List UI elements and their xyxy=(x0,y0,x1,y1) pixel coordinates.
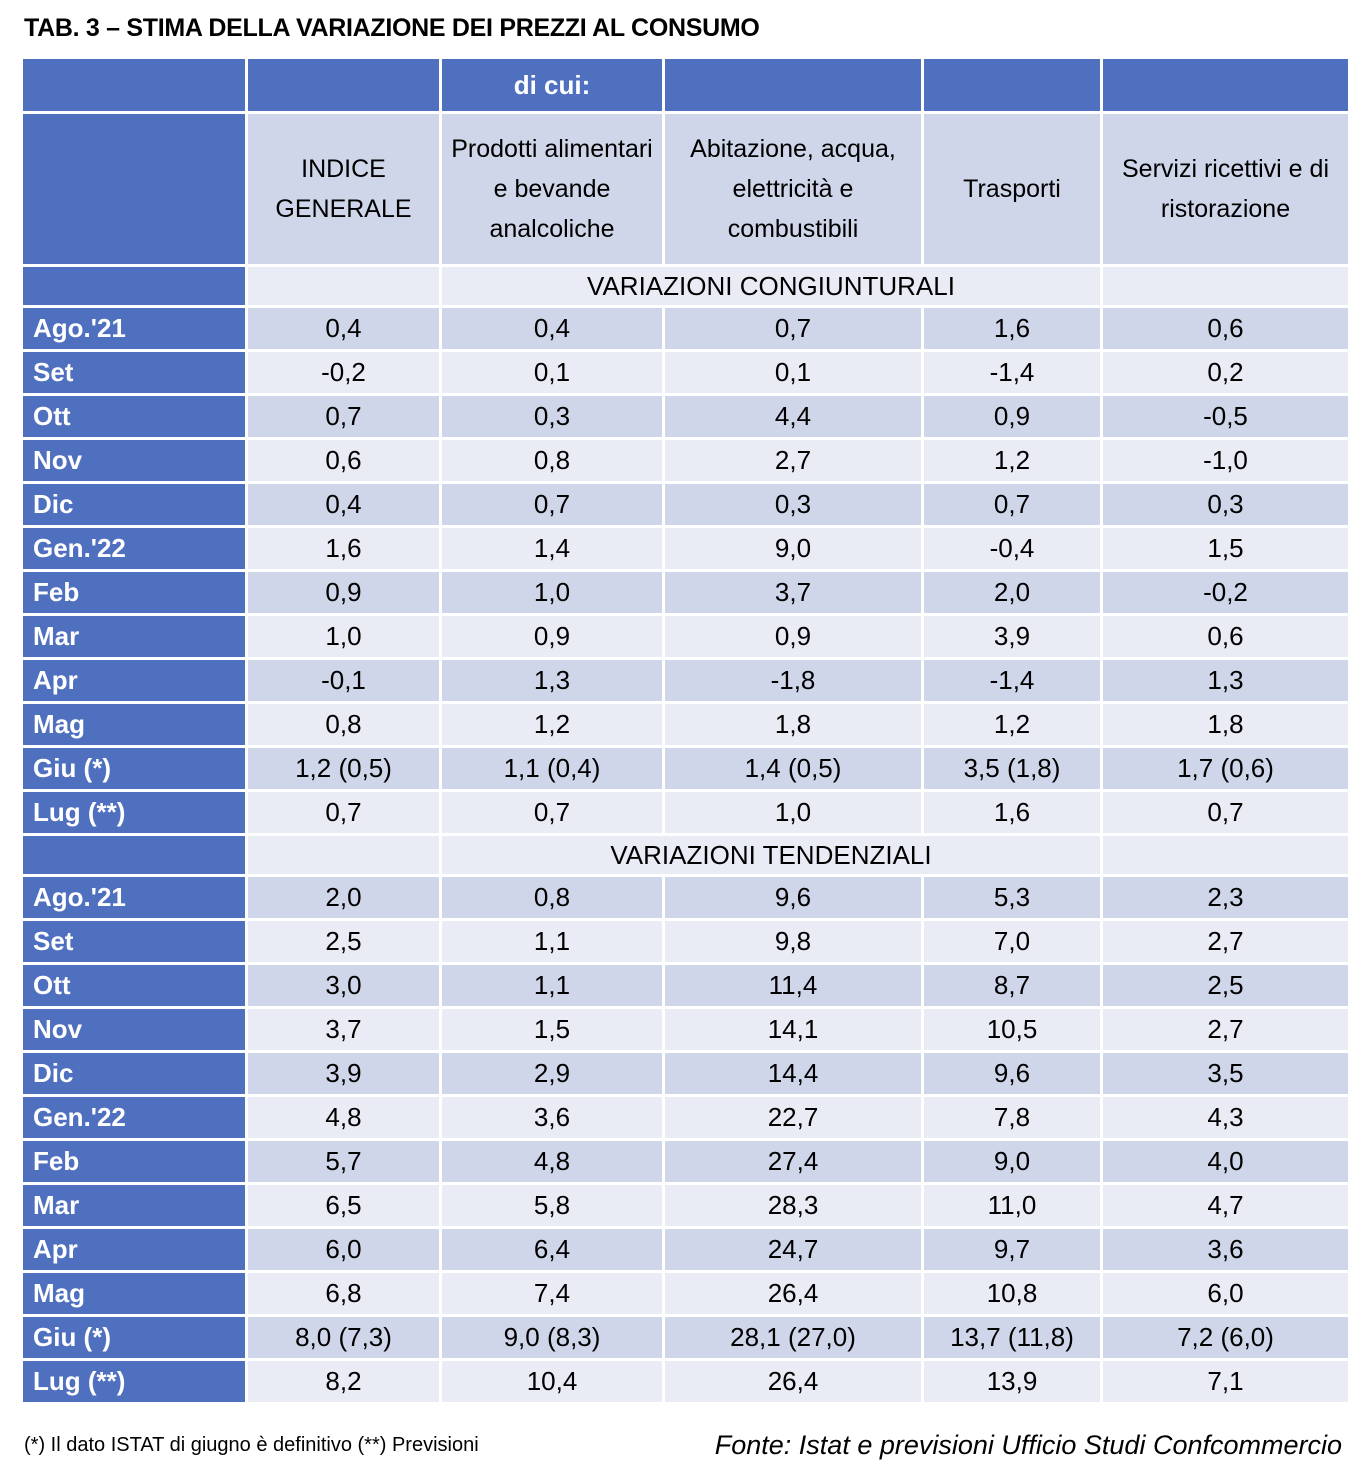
table-cell: 27,4 xyxy=(665,1141,921,1182)
section-blank-cell xyxy=(1103,836,1348,874)
table-cell: 3,6 xyxy=(442,1097,662,1138)
table-cell: 1,3 xyxy=(442,660,662,701)
table-cell: 4,7 xyxy=(1103,1185,1348,1226)
section-header-row xyxy=(23,267,1348,305)
table-cell: 7,0 xyxy=(924,921,1100,962)
table-cell: -1,4 xyxy=(924,660,1100,701)
table-cell: 1,6 xyxy=(924,308,1100,349)
table-cell: 3,5 xyxy=(1103,1053,1348,1094)
table-cell: 2,0 xyxy=(248,877,439,918)
table-cell: 14,1 xyxy=(665,1009,921,1050)
table-cell: 9,8 xyxy=(665,921,921,962)
table-cell: 1,8 xyxy=(1103,704,1348,745)
table-cell: 10,5 xyxy=(924,1009,1100,1050)
table-cell: 13,9 xyxy=(924,1361,1100,1402)
table-row xyxy=(23,748,1348,789)
row-label: Dic xyxy=(23,1053,245,1094)
table-cell: -1,4 xyxy=(924,352,1100,393)
table-cell: 8,0 (7,3) xyxy=(248,1317,439,1358)
table-row xyxy=(23,396,1348,437)
table-cell: 5,8 xyxy=(442,1185,662,1226)
table-cell: 0,9 xyxy=(442,616,662,657)
table-cell: 2,0 xyxy=(924,572,1100,613)
corner-cell xyxy=(23,59,245,111)
table-cell: 0,9 xyxy=(248,572,439,613)
table-cell: 1,5 xyxy=(1103,528,1348,569)
row-label: Ott xyxy=(23,396,245,437)
corner-cell xyxy=(23,114,245,264)
table-cell: -0,2 xyxy=(248,352,439,393)
table-cell: 6,5 xyxy=(248,1185,439,1226)
table-cell: 0,7 xyxy=(442,792,662,833)
table-cell: 4,4 xyxy=(665,396,921,437)
table-cell: 11,4 xyxy=(665,965,921,1006)
table-row xyxy=(23,1361,1348,1402)
column-header: Prodotti alimentari e bevande analcoliche xyxy=(442,114,662,264)
table-cell: 3,5 (1,8) xyxy=(924,748,1100,789)
table-cell: 4,8 xyxy=(248,1097,439,1138)
subheader-cell xyxy=(248,59,439,111)
table-cell: 0,4 xyxy=(248,308,439,349)
table-cell: 0,1 xyxy=(665,352,921,393)
table-row xyxy=(23,1229,1348,1270)
table-row xyxy=(23,1141,1348,1182)
table-row xyxy=(23,921,1348,962)
table-cell: 11,0 xyxy=(924,1185,1100,1226)
section-blank-cell xyxy=(1103,267,1348,305)
table-cell: 0,4 xyxy=(248,484,439,525)
table-cell: 7,4 xyxy=(442,1273,662,1314)
table-cell: 1,8 xyxy=(665,704,921,745)
source-note: Fonte: Istat e previsioni Ufficio Studi Confcommercio xyxy=(714,1430,1342,1460)
table-cell: 0,6 xyxy=(248,440,439,481)
table-row xyxy=(23,877,1348,918)
di-cui-label: di cui: xyxy=(442,59,662,111)
row-label: Lug (**) xyxy=(23,1361,245,1402)
table-cell: -0,5 xyxy=(1103,396,1348,437)
table-row xyxy=(23,440,1348,481)
table-cell: 2,5 xyxy=(1103,965,1348,1006)
table-cell: 10,4 xyxy=(442,1361,662,1402)
row-label: Ago.'21 xyxy=(23,308,245,349)
table-cell: -1,8 xyxy=(665,660,921,701)
table-cell: -0,1 xyxy=(248,660,439,701)
table-cell: 5,3 xyxy=(924,877,1100,918)
table-cell: 0,7 xyxy=(442,484,662,525)
table-cell: 5,7 xyxy=(248,1141,439,1182)
table-row xyxy=(23,792,1348,833)
section-label-cell xyxy=(23,836,245,874)
table-cell: -1,0 xyxy=(1103,440,1348,481)
table-cell: 0,2 xyxy=(1103,352,1348,393)
table-cell: 9,0 xyxy=(665,528,921,569)
table-cell: 6,0 xyxy=(248,1229,439,1270)
table-cell: 2,7 xyxy=(1103,921,1348,962)
table-cell: 2,7 xyxy=(665,440,921,481)
table-cell: 9,6 xyxy=(665,877,921,918)
column-header-row xyxy=(23,114,1348,264)
table-cell: 3,9 xyxy=(924,616,1100,657)
table-cell: 1,2 xyxy=(924,704,1100,745)
table-cell: 1,1 xyxy=(442,921,662,962)
row-label: Feb xyxy=(23,572,245,613)
table-cell: 10,8 xyxy=(924,1273,1100,1314)
row-label: Nov xyxy=(23,1009,245,1050)
table-cell: 8,2 xyxy=(248,1361,439,1402)
table-cell: 0,7 xyxy=(665,308,921,349)
table-cell: 22,7 xyxy=(665,1097,921,1138)
table-cell: 0,4 xyxy=(442,308,662,349)
table-cell: 2,3 xyxy=(1103,877,1348,918)
table-cell: 1,1 (0,4) xyxy=(442,748,662,789)
table-row xyxy=(23,1097,1348,1138)
table-row xyxy=(23,1273,1348,1314)
column-header: Abitazione, acqua, elettricità e combustibili xyxy=(665,114,921,264)
table-cell: 1,2 (0,5) xyxy=(248,748,439,789)
table-title: TAB. 3 – STIMA DELLA VARIAZIONE DEI PREZZI AL CONSUMO xyxy=(24,14,760,42)
row-label: Ott xyxy=(23,965,245,1006)
subheader-cell xyxy=(1103,59,1348,111)
table-cell: 2,5 xyxy=(248,921,439,962)
table-cell: 2,7 xyxy=(1103,1009,1348,1050)
table-cell: 1,0 xyxy=(248,616,439,657)
price-variation-table xyxy=(20,56,1351,1405)
table-cell: 3,7 xyxy=(665,572,921,613)
row-label: Mag xyxy=(23,704,245,745)
row-label: Gen.'22 xyxy=(23,1097,245,1138)
table-cell: 0,1 xyxy=(442,352,662,393)
section-header-row xyxy=(23,836,1348,874)
table-cell: 26,4 xyxy=(665,1361,921,1402)
table-row xyxy=(23,660,1348,701)
table-cell: 4,3 xyxy=(1103,1097,1348,1138)
table-cell: 8,7 xyxy=(924,965,1100,1006)
row-label: Giu (*) xyxy=(23,1317,245,1358)
table-row xyxy=(23,528,1348,569)
table-cell: 1,6 xyxy=(248,528,439,569)
row-label: Set xyxy=(23,352,245,393)
table-cell: 13,7 (11,8) xyxy=(924,1317,1100,1358)
table-row xyxy=(23,1185,1348,1226)
column-header: Trasporti xyxy=(924,114,1100,264)
table-cell: 7,8 xyxy=(924,1097,1100,1138)
column-header: Servizi ricettivi e di ristorazione xyxy=(1103,114,1348,264)
table-cell: 0,8 xyxy=(248,704,439,745)
section-title: VARIAZIONI TENDENZIALI xyxy=(442,836,1100,874)
table-cell: 0,9 xyxy=(924,396,1100,437)
table-cell: 3,7 xyxy=(248,1009,439,1050)
table-row xyxy=(23,704,1348,745)
table-cell: 1,2 xyxy=(924,440,1100,481)
table-cell: 9,7 xyxy=(924,1229,1100,1270)
table-cell: 0,7 xyxy=(248,792,439,833)
row-label: Lug (**) xyxy=(23,792,245,833)
table-cell: 1,3 xyxy=(1103,660,1348,701)
table-cell: 0,7 xyxy=(248,396,439,437)
table-row xyxy=(23,965,1348,1006)
table-row xyxy=(23,1009,1348,1050)
footnote: (*) Il dato ISTAT di giugno è definitivo (**) Previsioni xyxy=(24,1434,479,1456)
row-label: Feb xyxy=(23,1141,245,1182)
row-label: Set xyxy=(23,921,245,962)
table-cell: 1,5 xyxy=(442,1009,662,1050)
table-cell: 0,3 xyxy=(442,396,662,437)
subheader-cell xyxy=(665,59,921,111)
table-cell: 1,1 xyxy=(442,965,662,1006)
table-cell: 9,6 xyxy=(924,1053,1100,1094)
table-cell: 1,2 xyxy=(442,704,662,745)
row-label: Mar xyxy=(23,1185,245,1226)
table-cell: 0,8 xyxy=(442,877,662,918)
row-label: Gen.'22 xyxy=(23,528,245,569)
subheader-cell xyxy=(924,59,1100,111)
row-label: Apr xyxy=(23,1229,245,1270)
table-cell: 7,2 (6,0) xyxy=(1103,1317,1348,1358)
table-row xyxy=(23,1317,1348,1358)
table-cell: 9,0 xyxy=(924,1141,1100,1182)
row-label: Ago.'21 xyxy=(23,877,245,918)
table-cell: 1,4 (0,5) xyxy=(665,748,921,789)
row-label: Nov xyxy=(23,440,245,481)
table-cell: 1,6 xyxy=(924,792,1100,833)
row-label: Mar xyxy=(23,616,245,657)
table-cell: 7,1 xyxy=(1103,1361,1348,1402)
table-cell: 28,3 xyxy=(665,1185,921,1226)
row-label: Giu (*) xyxy=(23,748,245,789)
section-blank-cell xyxy=(248,267,439,305)
table-cell: 26,4 xyxy=(665,1273,921,1314)
table-row xyxy=(23,572,1348,613)
row-label: Apr xyxy=(23,660,245,701)
column-header: INDICE GENERALE xyxy=(248,114,439,264)
table-cell: 3,0 xyxy=(248,965,439,1006)
table-cell: 0,7 xyxy=(924,484,1100,525)
table-cell: 0,8 xyxy=(442,440,662,481)
section-blank-cell xyxy=(248,836,439,874)
subheader-row xyxy=(23,59,1348,111)
table-cell: 0,6 xyxy=(1103,616,1348,657)
table-cell: 0,7 xyxy=(1103,792,1348,833)
table-cell: 2,9 xyxy=(442,1053,662,1094)
table-cell: 1,0 xyxy=(665,792,921,833)
table-cell: 0,9 xyxy=(665,616,921,657)
table-row xyxy=(23,616,1348,657)
table-cell: 6,8 xyxy=(248,1273,439,1314)
table-cell: 9,0 (8,3) xyxy=(442,1317,662,1358)
table-cell: 3,9 xyxy=(248,1053,439,1094)
table-cell: 14,4 xyxy=(665,1053,921,1094)
table-row xyxy=(23,1053,1348,1094)
table-cell: 6,4 xyxy=(442,1229,662,1270)
table-cell: 1,0 xyxy=(442,572,662,613)
table-cell: 4,0 xyxy=(1103,1141,1348,1182)
row-label: Mag xyxy=(23,1273,245,1314)
table-cell: 3,6 xyxy=(1103,1229,1348,1270)
table-cell: 24,7 xyxy=(665,1229,921,1270)
table-cell: 28,1 (27,0) xyxy=(665,1317,921,1358)
table-cell: -0,4 xyxy=(924,528,1100,569)
row-label: Dic xyxy=(23,484,245,525)
table-cell: 0,3 xyxy=(1103,484,1348,525)
table-cell: -0,2 xyxy=(1103,572,1348,613)
table-cell: 0,6 xyxy=(1103,308,1348,349)
table-cell: 6,0 xyxy=(1103,1273,1348,1314)
table-cell: 0,3 xyxy=(665,484,921,525)
table-cell: 4,8 xyxy=(442,1141,662,1182)
table-cell: 1,7 (0,6) xyxy=(1103,748,1348,789)
table-row xyxy=(23,308,1348,349)
section-title: VARIAZIONI CONGIUNTURALI xyxy=(442,267,1100,305)
table-row xyxy=(23,484,1348,525)
table-cell: 1,4 xyxy=(442,528,662,569)
table-row xyxy=(23,352,1348,393)
section-label-cell xyxy=(23,267,245,305)
